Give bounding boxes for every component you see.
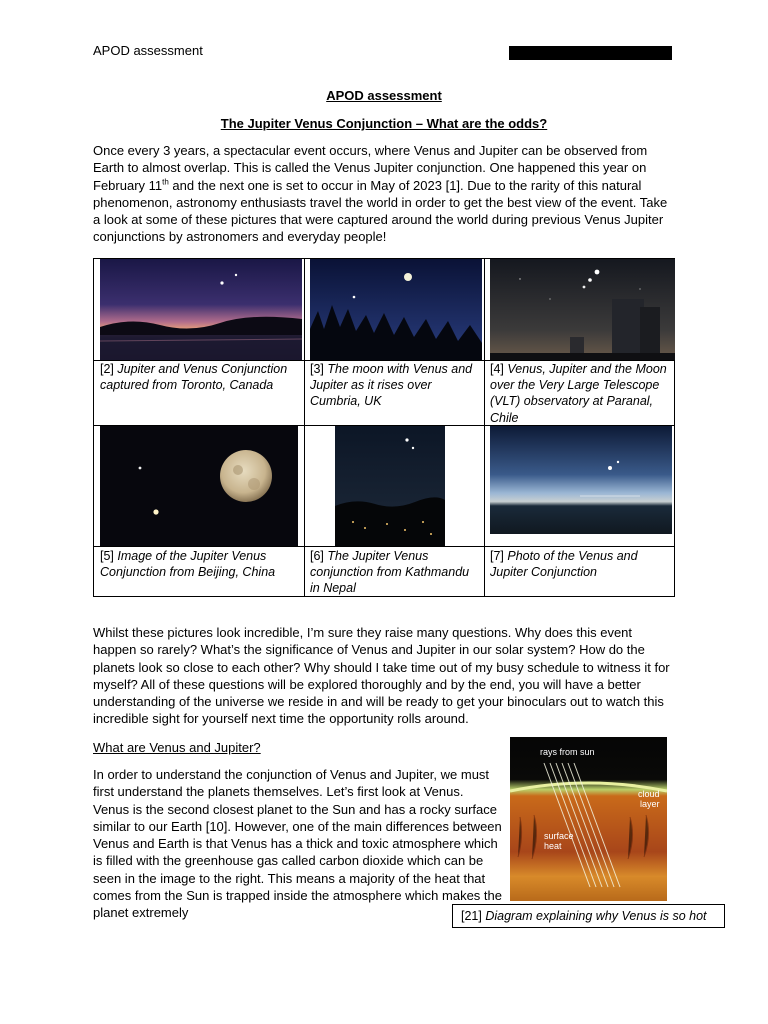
- cloud-label-1: cloud: [638, 789, 660, 799]
- rays-label: rays from sun: [540, 747, 595, 757]
- document-title: APOD assessment: [326, 88, 442, 103]
- caption-kathmandu: [6] The Jupiter Venus conjunction from Kathmandu in Nepal: [310, 549, 470, 596]
- document-subtitle: The Jupiter Venus Conjunction – What are the odds?: [220, 116, 548, 131]
- cloud-label-2: layer: [640, 799, 660, 809]
- caption-cumbria: [3] The moon with Venus and Jupiter as it rises over Cumbria, UK: [310, 362, 473, 409]
- surface-label-1: surface: [544, 831, 574, 841]
- venus-diagram-caption: [21] Diagram explaining why Venus is so hot: [452, 904, 725, 928]
- horizon-glow-photo: [490, 426, 672, 534]
- venus-paragraph: In order to understand the conjunction of Venus and Jupiter, we must first understand the planets themselves. Let’s first look at Venus. Venus is the second closest planet to the Sun and has a rocky surface similar to our Earth [10]. However, one of the main differences between Venus and Earth is that Venus has a thick and toxic atmosphere which is filled with the greenhouse gas called carbon dioxide which can be seen in the image to the right. This means a majority of the heat that comes from the Sun is trapped inside the atmosphere which makes the planet extremely: [93, 767, 502, 921]
- caption-paranal: [4] Venus, Jupiter and the Moon over the Very Large Telescope (VLT) observatory at Paranal, Chile: [490, 362, 667, 425]
- city-night-photo: [335, 426, 445, 546]
- page-header-text: APOD assessment: [93, 43, 203, 58]
- section-heading: What are Venus and Jupiter?: [93, 740, 261, 755]
- dusk-lake-photo: [100, 259, 302, 360]
- caption-beijing: [5] Image of the Jupiter Venus Conjunction from Beijing, China: [100, 549, 276, 580]
- forest-moon-photo: [310, 259, 482, 360]
- surface-label-2: heat: [544, 841, 562, 851]
- caption-conjunction: [7] Photo of the Venus and Jupiter Conjunction: [490, 549, 638, 580]
- venus-atmosphere-diagram: [510, 737, 667, 901]
- caption-toronto: [2] Jupiter and Venus Conjunction captured from Toronto, Canada: [100, 362, 288, 393]
- full-moon-photo: [100, 426, 298, 546]
- observatory-photo: [490, 259, 675, 360]
- redacted-name-bar: [509, 46, 672, 60]
- intro-paragraph: Once every 3 years, a spectacular event occurs, where Venus and Jupiter can be observed from Earth to almost overlap. This is called the Venus Jupiter conjunction. One happened this year on February 11th and the next one is set to occur in May of 2023 [1]. Due to the rarity of this natural phenomenon, astronomy enthusiasts travel the world in order to get the best view of the event. Take a look at some of these pictures that were captured around the world during previous Venus Jupiter conjunctions by astronomers and everyday people!: [93, 143, 668, 245]
- photo-gallery-table: [93, 258, 675, 597]
- second-paragraph: Whilst these pictures look incredible, I’m sure they raise many questions. Why does this event happen so rarely? What’s the significance of Venus and Jupiter in our solar system? How do the planets look so close to each other? Why should I take time out of my busy schedule to witness it for myself? All of these questions will be explored thoroughly and by the end, you will have a better understanding of the universe we reside in and will be ready to get your binoculars out to watch this incredible sight for yourself next time the opportunity rolls around.: [93, 625, 670, 727]
